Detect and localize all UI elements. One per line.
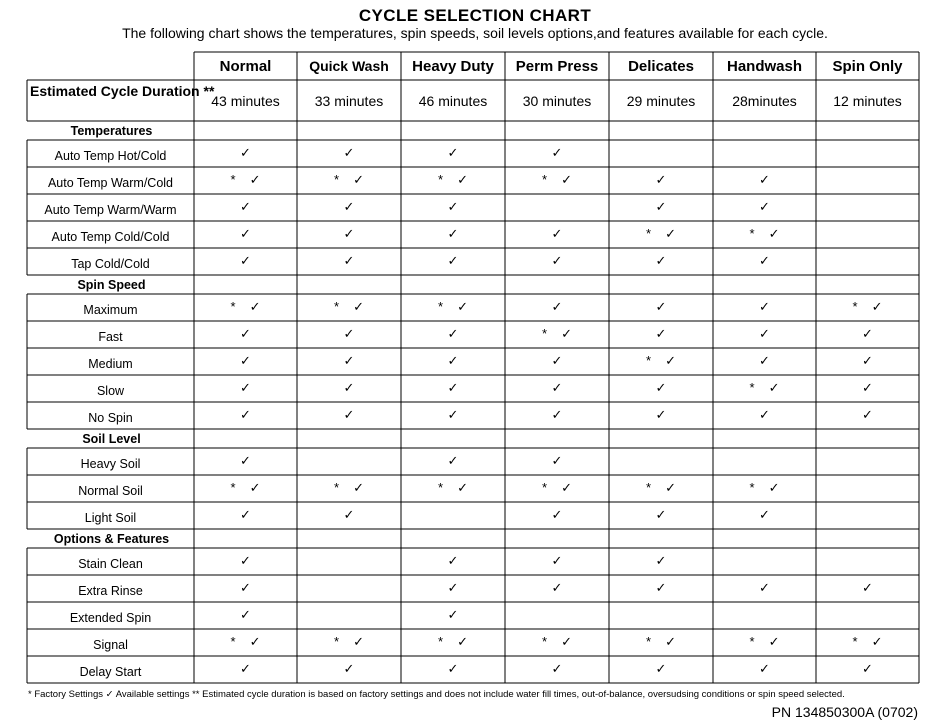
setting-mark [505,166,609,193]
setting-mark [816,655,919,682]
checkmark-icon: ✓ [551,252,563,268]
checkmark-icon: ✓ [249,298,261,314]
setting-mark [713,601,816,628]
checkmark-icon: ✓ [343,379,355,395]
checkmark-icon: ✓ [240,579,251,595]
setting-mark [609,474,713,501]
row-label: Auto Temp Cold/Cold [51,229,170,244]
setting-mark [713,401,816,428]
duration-cell: 33 minutes [314,92,384,109]
checkmark-icon: ✓ [343,660,355,676]
checkmark-icon: ✓ [447,452,459,468]
setting-mark [816,320,919,347]
factory-setting-asterisk: * [230,480,236,495]
setting-mark [816,220,919,247]
setting-mark [194,374,297,401]
setting-mark [194,474,297,501]
factory-setting-asterisk: * [438,480,444,495]
checkmark-icon: ✓ [240,144,251,160]
setting-mark [713,293,816,320]
setting-mark [816,474,919,501]
checkmark-icon: ✓ [447,252,459,268]
setting-mark [505,628,609,655]
cycle-header-4: Perm Press [515,57,599,75]
setting-mark [609,401,713,428]
setting-mark [194,193,297,220]
checkmark-icon: ✓ [240,379,251,395]
setting-mark [609,628,713,655]
setting-mark [297,628,401,655]
checkmark-icon: ✓ [240,325,251,341]
checkmark-icon: ✓ [871,298,883,314]
checkmark-icon: ✓ [240,252,251,268]
checkmark-icon: ✓ [447,606,459,622]
checkmark-icon: ✓ [447,144,459,160]
checkmark-icon: ✓ [768,379,780,395]
setting-mark [609,139,713,166]
setting-mark [505,320,609,347]
setting-mark [194,628,297,655]
checkmark-icon: ✓ [759,660,770,676]
checkmark-icon: ✓ [862,325,873,341]
setting-mark [401,574,505,601]
duration-cell: 29 minutes [626,92,696,109]
row-label: Slow [96,383,125,398]
setting-mark [194,320,297,347]
setting-mark [194,501,297,528]
checkmark-icon: ✓ [862,660,873,676]
checkmark-icon: ✓ [447,379,459,395]
checkmark-icon: ✓ [561,633,572,649]
checkmark-icon: ✓ [240,352,251,368]
checkmark-icon: ✓ [353,171,364,187]
setting-mark [609,293,713,320]
setting-mark [401,655,505,682]
setting-mark [297,655,401,682]
factory-setting-asterisk: * [749,380,755,395]
setting-mark [297,166,401,193]
factory-setting-asterisk: * [230,634,236,649]
setting-mark [297,501,401,528]
setting-mark [194,655,297,682]
checkmark-icon: ✓ [655,198,667,214]
setting-mark [401,320,505,347]
checkmark-icon: ✓ [655,506,667,522]
checkmark-icon: ✓ [551,452,563,468]
setting-mark [505,501,609,528]
checkmark-icon: ✓ [759,325,770,341]
setting-mark [609,547,713,574]
setting-mark [713,474,816,501]
cycle-header-5: Delicates [628,57,694,75]
checkmark-icon: ✓ [343,198,355,214]
checkmark-icon: ✓ [768,633,780,649]
setting-mark [505,139,609,166]
checkmark-icon: ✓ [759,406,770,422]
factory-setting-asterisk: * [334,299,340,314]
setting-mark [194,293,297,320]
checkmark-icon: ✓ [447,352,459,368]
row-label: Extra Rinse [78,583,143,598]
checkmark-icon: ✓ [655,171,667,187]
setting-mark [297,220,401,247]
setting-mark [713,374,816,401]
setting-mark [297,247,401,274]
setting-mark [816,574,919,601]
setting-mark [609,447,713,474]
setting-mark [816,447,919,474]
setting-mark [401,501,505,528]
checkmark-icon: ✓ [551,225,563,241]
checkmark-icon: ✓ [240,406,251,422]
setting-mark [609,320,713,347]
setting-mark [401,347,505,374]
setting-mark [401,166,505,193]
setting-mark [297,601,401,628]
checkmark-icon: ✓ [551,144,563,160]
row-label: Auto Temp Warm/Warm [44,202,177,217]
checkmark-icon: ✓ [862,406,873,422]
checkmark-icon: ✓ [665,633,676,649]
checkmark-icon: ✓ [768,479,780,495]
row-label: Extended Spin [69,610,152,625]
cycle-header-2: Quick Wash [309,58,389,74]
row-label: Heavy Soil [80,456,141,471]
factory-setting-asterisk: * [438,299,444,314]
setting-mark [816,193,919,220]
checkmark-icon: ✓ [447,660,459,676]
setting-mark [297,401,401,428]
checkmark-icon: ✓ [759,352,770,368]
checkmark-icon: ✓ [353,479,364,495]
setting-mark [609,347,713,374]
checkmark-icon: ✓ [457,298,468,314]
setting-mark [505,474,609,501]
checkmark-icon: ✓ [447,225,459,241]
setting-mark [816,374,919,401]
duration-cell: 30 minutes [522,92,592,109]
checkmark-icon: ✓ [561,325,572,341]
setting-mark [505,574,609,601]
checkmark-icon: ✓ [240,225,251,241]
section-title: Temperatures [70,124,153,138]
checkmark-icon: ✓ [353,633,364,649]
checkmark-icon: ✓ [240,506,251,522]
setting-mark [194,401,297,428]
setting-mark [401,401,505,428]
checkmark-icon: ✓ [561,479,572,495]
setting-mark [297,347,401,374]
setting-mark [816,247,919,274]
checkmark-icon: ✓ [551,506,563,522]
setting-mark [401,247,505,274]
checkmark-icon: ✓ [240,660,251,676]
checkmark-icon: ✓ [447,325,459,341]
checkmark-icon: ✓ [447,579,459,595]
setting-mark [505,547,609,574]
factory-setting-asterisk: * [646,226,652,241]
setting-mark [816,628,919,655]
factory-setting-asterisk: * [749,480,755,495]
setting-mark [713,655,816,682]
section-title: Soil Level [82,432,141,446]
setting-mark [505,193,609,220]
checkmark-icon: ✓ [655,298,667,314]
setting-mark [816,547,919,574]
checkmark-icon: ✓ [457,633,468,649]
factory-setting-asterisk: * [230,172,236,187]
checkmark-icon: ✓ [551,660,563,676]
setting-mark [505,247,609,274]
checkmark-icon: ✓ [862,379,873,395]
checkmark-icon: ✓ [551,298,563,314]
setting-mark [194,601,297,628]
setting-mark [505,401,609,428]
checkmark-icon: ✓ [862,352,873,368]
factory-setting-asterisk: * [749,634,755,649]
setting-mark [401,293,505,320]
cycle-header-6: Handwash [726,57,802,75]
duration-cell: 43 minutes [211,92,280,109]
checkmark-icon: ✓ [343,252,355,268]
checkmark-icon: ✓ [343,325,355,341]
setting-mark [713,447,816,474]
checkmark-icon: ✓ [353,298,364,314]
checkmark-icon: ✓ [457,479,468,495]
checkmark-icon: ✓ [655,660,667,676]
setting-mark [713,628,816,655]
setting-mark [713,547,816,574]
duration-cell: 46 minutes [418,92,488,109]
setting-mark [816,166,919,193]
factory-setting-asterisk: * [646,634,652,649]
checkmark-icon: ✓ [862,579,873,595]
setting-mark [401,628,505,655]
setting-mark [401,547,505,574]
factory-setting-asterisk: * [334,480,340,495]
row-label: Medium [88,356,133,371]
part-number: PN 134850300A (0702) [771,704,918,720]
checkmark-icon: ✓ [457,171,468,187]
setting-mark [401,139,505,166]
row-label: Auto Temp Warm/Cold [47,175,174,190]
setting-mark [609,574,713,601]
checkmark-icon: ✓ [447,198,459,214]
chart-subtitle: The following chart shows the temperatures, spin speeds, soil levels options,and features available for each cycle. [122,25,828,41]
setting-mark [194,247,297,274]
setting-mark [713,166,816,193]
checkmark-icon: ✓ [655,406,667,422]
setting-mark [505,601,609,628]
checkmark-icon: ✓ [759,579,770,595]
factory-setting-asterisk: * [334,634,340,649]
row-label: Light Soil [84,510,137,525]
row-label: Fast [98,329,123,344]
checkmark-icon: ✓ [655,579,667,595]
setting-mark [401,447,505,474]
checkmark-icon: ✓ [249,633,261,649]
checkmark-icon: ✓ [551,379,563,395]
checkmark-icon: ✓ [343,406,355,422]
row-label: Signal [93,637,128,652]
setting-mark [713,574,816,601]
checkmark-icon: ✓ [759,252,770,268]
estimated-duration-label: Estimated Cycle Duration ** [30,83,215,99]
factory-setting-asterisk: * [749,226,755,241]
checkmark-icon: ✓ [240,552,251,568]
setting-mark [297,139,401,166]
setting-mark [194,447,297,474]
factory-setting-asterisk: * [438,172,444,187]
checkmark-icon: ✓ [655,325,667,341]
cycle-header-1: Normal [219,57,272,75]
factory-setting-asterisk: * [646,480,652,495]
setting-mark [194,220,297,247]
checkmark-icon: ✓ [343,506,355,522]
setting-mark [401,474,505,501]
checkmark-icon: ✓ [759,198,770,214]
setting-mark [505,220,609,247]
row-label: Stain Clean [78,556,143,571]
row-label: Delay Start [79,664,142,679]
setting-mark [609,501,713,528]
row-label: Normal Soil [78,483,143,498]
setting-mark [609,601,713,628]
setting-mark [713,139,816,166]
setting-mark [297,474,401,501]
setting-mark [816,139,919,166]
factory-setting-asterisk: * [542,480,548,495]
checkmark-icon: ✓ [551,552,563,568]
checkmark-icon: ✓ [343,352,355,368]
setting-mark [713,220,816,247]
chart-title: CYCLE SELECTION CHART [358,6,592,25]
setting-mark [713,347,816,374]
row-label: Maximum [83,302,138,317]
setting-mark [505,655,609,682]
factory-setting-asterisk: * [230,299,236,314]
setting-mark [816,293,919,320]
checkmark-icon: ✓ [249,171,261,187]
row-label: Tap Cold/Cold [71,256,150,271]
checkmark-icon: ✓ [665,479,676,495]
setting-mark [297,193,401,220]
checkmark-icon: ✓ [561,171,572,187]
checkmark-icon: ✓ [447,406,459,422]
setting-mark [816,601,919,628]
row-label: No Spin [88,410,133,425]
setting-mark [401,601,505,628]
setting-mark [609,166,713,193]
setting-mark [194,574,297,601]
factory-setting-asterisk: * [542,634,548,649]
setting-mark [713,193,816,220]
checkmark-icon: ✓ [759,506,770,522]
section-title: Spin Speed [77,278,146,292]
setting-mark [609,247,713,274]
duration-cell: 12 minutes [833,92,902,109]
cycle-header-7: Spin Only [832,57,903,75]
setting-mark [401,374,505,401]
setting-mark [713,501,816,528]
row-label: Auto Temp Hot/Cold [54,148,167,163]
setting-mark [401,193,505,220]
checkmark-icon: ✓ [655,252,667,268]
footnote: * Factory Settings ✓ Available settings ** Estimated cycle duration is based on factory settings and does not include water fill times, out-of-balance, oversudsing conditions or spin speed selected. [28,689,845,700]
checkmark-icon: ✓ [759,298,770,314]
checkmark-icon: ✓ [768,225,780,241]
factory-setting-asterisk: * [542,326,548,341]
setting-mark [297,320,401,347]
checkmark-icon: ✓ [551,352,563,368]
factory-setting-asterisk: * [438,634,444,649]
setting-mark [194,166,297,193]
checkmark-icon: ✓ [240,452,251,468]
setting-mark [194,547,297,574]
checkmark-icon: ✓ [665,352,676,368]
factory-setting-asterisk: * [852,634,858,649]
factory-setting-asterisk: * [542,172,548,187]
checkmark-icon: ✓ [240,198,251,214]
factory-setting-asterisk: * [646,353,652,368]
setting-mark [609,220,713,247]
checkmark-icon: ✓ [759,171,770,187]
section-title: Options & Features [53,532,170,546]
checkmark-icon: ✓ [343,225,355,241]
checkmark-icon: ✓ [551,406,563,422]
cycle-header-3: Heavy Duty [412,57,494,75]
setting-mark [401,220,505,247]
setting-mark [609,193,713,220]
setting-mark [297,547,401,574]
checkmark-icon: ✓ [343,144,355,160]
setting-mark [297,374,401,401]
setting-mark [505,347,609,374]
setting-mark [816,401,919,428]
checkmark-icon: ✓ [447,552,459,568]
setting-mark [713,320,816,347]
setting-mark [505,447,609,474]
setting-mark [505,293,609,320]
setting-mark [297,447,401,474]
factory-setting-asterisk: * [334,172,340,187]
checkmark-icon: ✓ [655,379,667,395]
checkmark-icon: ✓ [240,606,251,622]
checkmark-icon: ✓ [665,225,676,241]
setting-mark [609,374,713,401]
setting-mark [713,247,816,274]
setting-mark [194,347,297,374]
setting-mark [194,139,297,166]
checkmark-icon: ✓ [551,579,563,595]
checkmark-icon: ✓ [871,633,883,649]
setting-mark [505,374,609,401]
setting-mark [816,501,919,528]
checkmark-icon: ✓ [655,552,667,568]
setting-mark [297,293,401,320]
setting-mark [609,655,713,682]
checkmark-icon: ✓ [249,479,261,495]
duration-cell: 28minutes [732,92,797,109]
setting-mark [816,347,919,374]
setting-mark [297,574,401,601]
factory-setting-asterisk: * [852,299,858,314]
